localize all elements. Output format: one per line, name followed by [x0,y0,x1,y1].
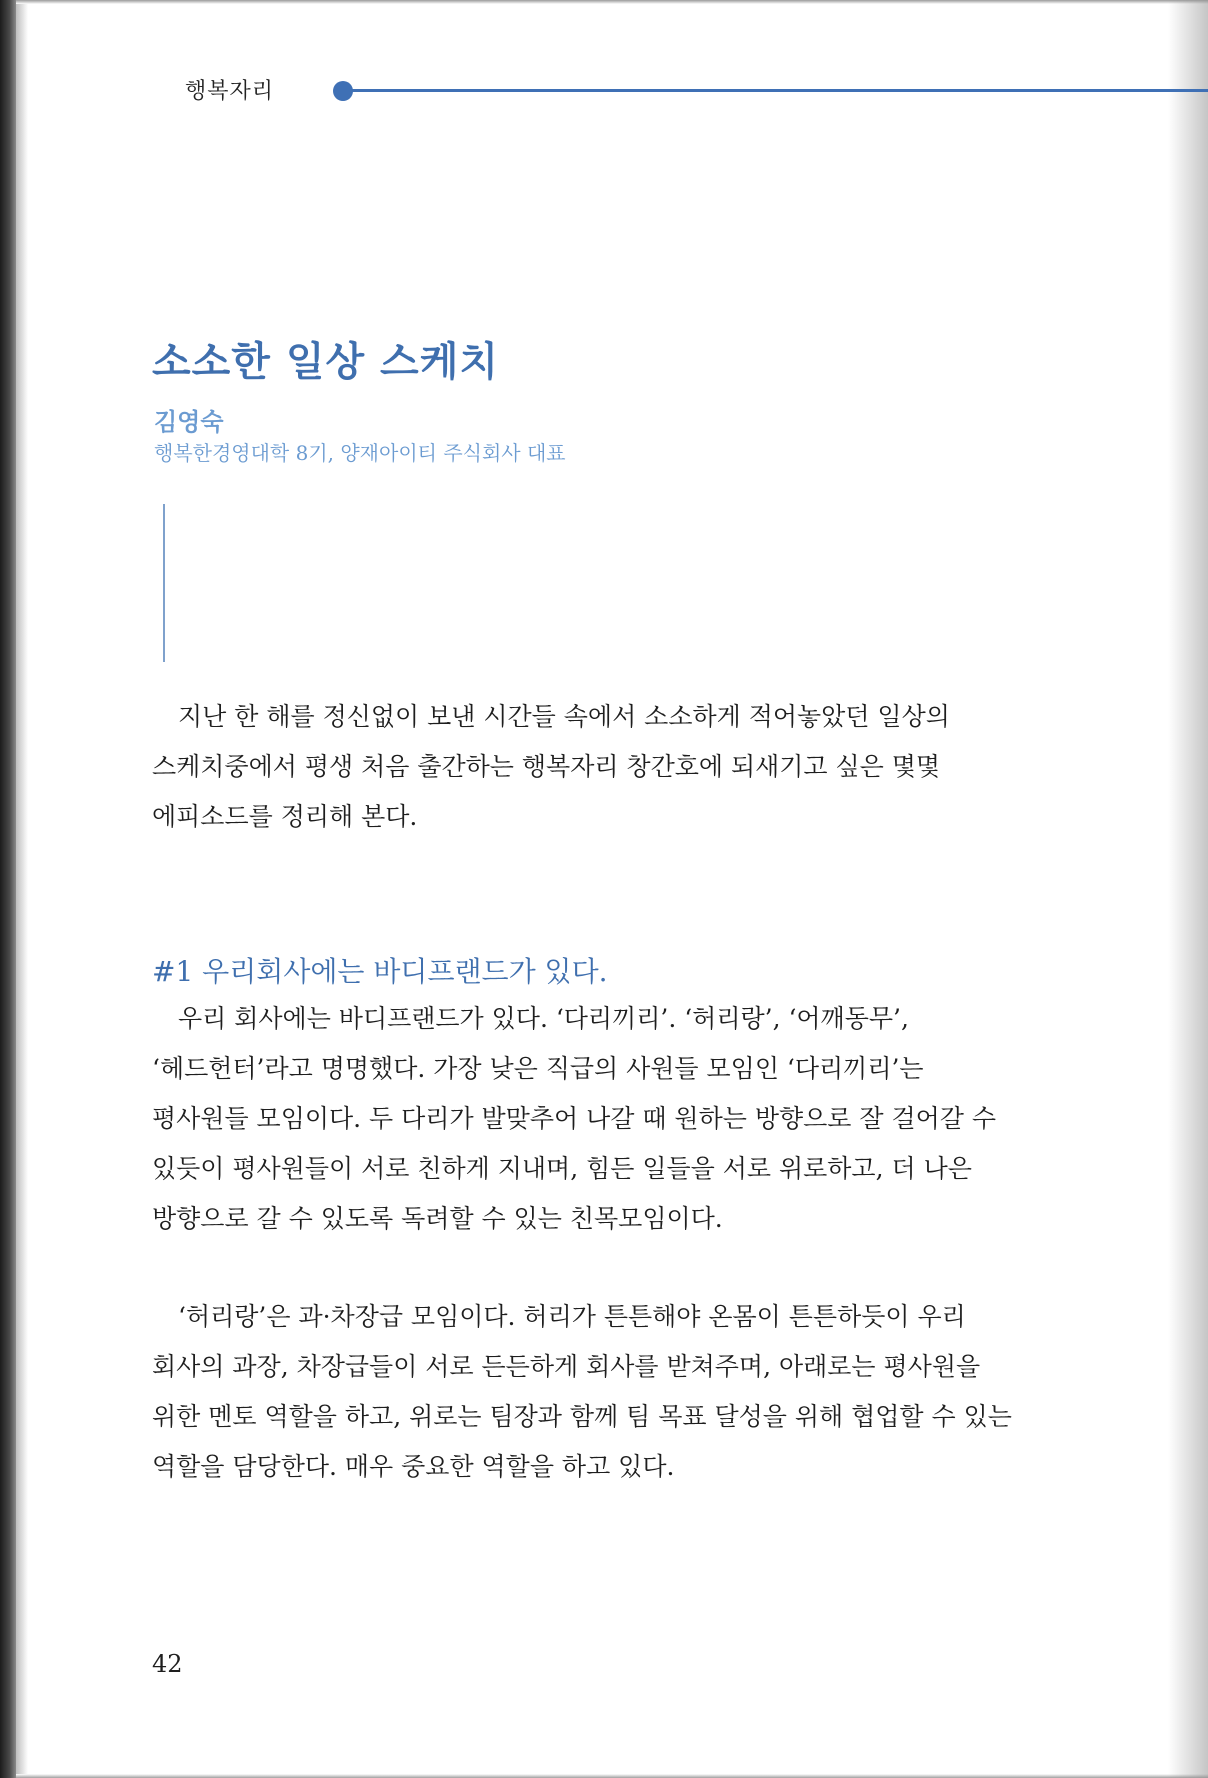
page-right-shadow [1168,0,1208,1778]
book-page [16,0,1208,1778]
page-top-edge [16,0,1208,4]
intro-paragraph: 지난 한 해를 정신없이 보낸 시간들 속에서 소소하게 적어놓았던 일상의 스케치중에서 평생 처음 출간하는 행복자리 창간호에 되새기고 싶은 몇몇 에피소드를 정리해 본다. [152,702,950,831]
body-paragraph-2: ‘허리랑’은 과·차장급 모임이다. 허리가 튼튼해야 온몸이 튼튼하듯이 우리 회사의 과장, 차장급들이 서로 든든하게 회사를 받쳐주며, 아래로는 평사원을 위한 멘토 역할을 하고, 위로는 팀장과 함께 팀 목표 달성을 위해 협업할 수 있는 역할을 담당한다. 매우 중요한 역할을 하고 있다. [152,1302,1012,1481]
article-title: 소소한 일상 스케치 [152,339,499,385]
author-affiliation: 행복한경영대학 8기, 양재아이티 주식회사 대표 [154,441,566,465]
section-heading: #1 우리회사에는 바디프랜드가 있다. [152,955,608,988]
page-bottom-edge [16,1774,1208,1778]
page-number: 42 [152,1650,183,1678]
author-name: 김영숙 [154,408,224,436]
body-paragraph-1: 우리 회사에는 바디프랜드가 있다. ‘다리끼리’. ‘허리랑’, ‘어깨동무’, ‘헤드헌터’라고 명명했다. 가장 낮은 직급의 사원들 모임인 ‘다리끼리’는 평사원들 모임이다. 두 다리가 발맞추어 나갈 때 원하는 방향으로 잘 걸어갈 수 있듯이 평사원들이 서로 친하게 지내며, 힘든 일들을 서로 위로하고, 더 나은 방향으로 갈 수 있도록 독려할 수 있는 친목모임이다. [152,1004,997,1233]
decorative-vertical-rule [163,504,165,662]
running-head: 행복자리 [185,79,275,104]
page-gutter-shadow [16,0,28,1778]
book-spine [0,0,16,1778]
header-rule [350,89,1208,92]
